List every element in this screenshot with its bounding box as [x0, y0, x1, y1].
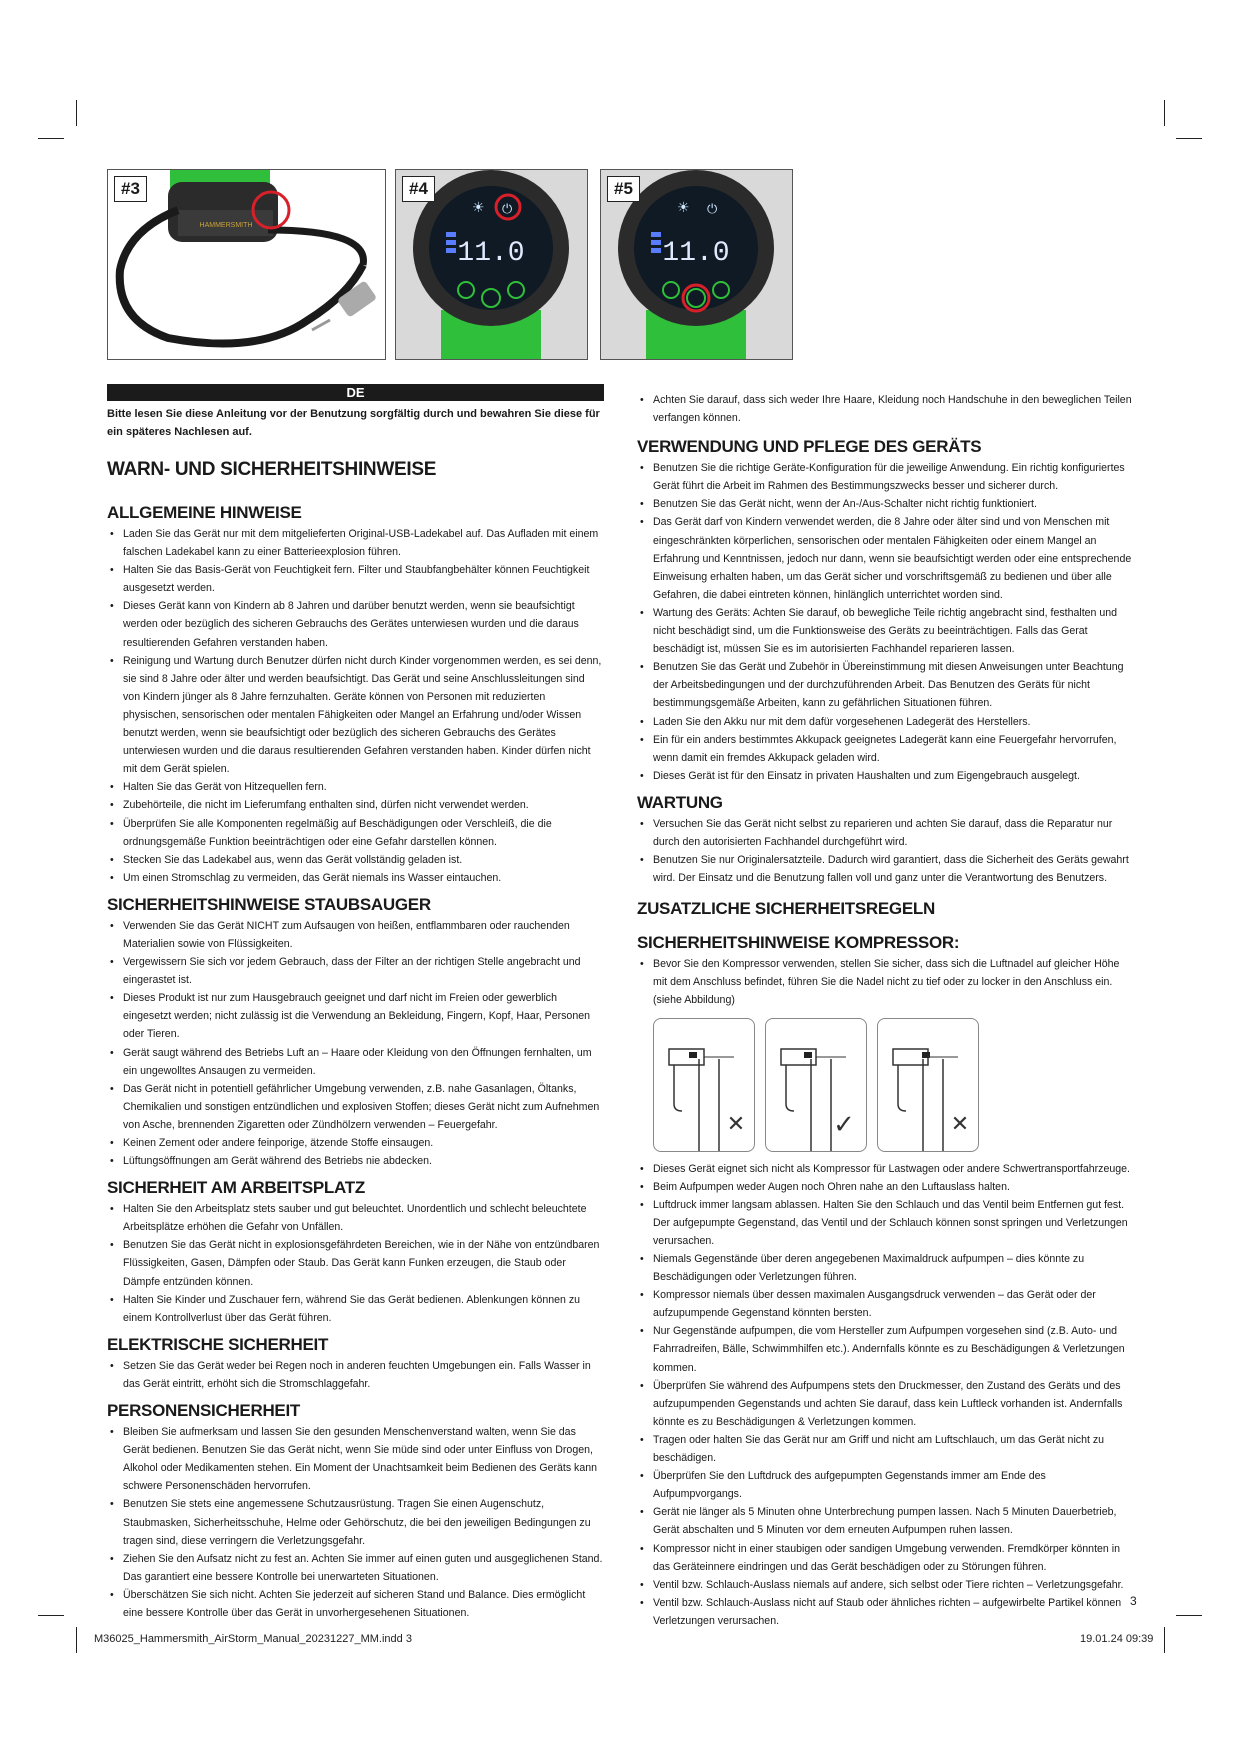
section-title: ALLGEMEINE HINWEISE: [107, 503, 302, 522]
sun-icon: ☀: [472, 199, 485, 215]
list-item: • Kompressor niemals über dessen maximalen Ausgangsdruck verwenden – das Gerät oder der aufzupumpende Gegenstand könnten bersten.: [653, 1286, 1134, 1322]
section-list: [107, 1200, 604, 1327]
list-item: • Laden Sie das Gerät nur mit dem mitgelieferten Original-USB-Ladekabel auf. Das Aufladen mit einem falschen Ladekabel kann zu einer Batterieexplosion führen.: [123, 525, 604, 561]
list-item: • Halten Sie den Arbeitsplatz stets sauber und gut beleuchtet. Unordentlich und schlecht beleuchtete Arbeitsplätze erhöhen die Gefahr von Unfällen.: [123, 1200, 604, 1236]
list-item: • Bleiben Sie aufmerksam und lassen Sie den gesunden Menschenverstand walten, wenn Sie das Gerät bedienen. Benutzen Sie das Gerät nicht, wenn Sie müde sind oder unter Einfluss von Drogen, Alkohol oder Medikamenten stehen. Ein Moment der Unachtsamkeit beim Bedienen des Geräts kann schwere Personenschäden hervorrufen.: [123, 1423, 604, 1495]
cross-mark: ✕: [950, 1110, 970, 1136]
list-item: • Halten Sie das Gerät von Hitzequellen fern.: [123, 778, 604, 796]
figure-label: #5: [607, 176, 640, 202]
footer-file: M36025_Hammersmith_AirStorm_Manual_20231227_MM.indd 3: [94, 1633, 412, 1645]
list-item: • Ventil bzw. Schlauch-Auslass nicht auf Staub oder ähnliches richten – aufgewirbelte Partikel können Verletzungen verursachen.: [653, 1594, 1134, 1630]
figure-label: #3: [114, 176, 147, 202]
valve-figures: [653, 1018, 1134, 1152]
crop-mark: [76, 100, 77, 126]
list-item: • Setzen Sie das Gerät weder bei Regen noch in anderen feuchten Umgebungen ein. Falls Wasser in das Gerät eintritt, erhöht sich die Stromschlaggefahr.: [123, 1357, 604, 1393]
section-list: [637, 815, 1134, 887]
intro-text: Bitte lesen Sie diese Anleitung vor der Benutzung sorgfältig durch und bewahren Sie diese für ein späteres Nachlesen auf.: [107, 408, 600, 438]
extra-title: ZUSATZLICHE SICHERHEITSREGELN: [637, 899, 935, 919]
list-item: • Gerät nie länger als 5 Minuten ohne Unterbrechung pumpen lassen. Nach 5 Minuten Dauerbetrieb, Gerät abschalten und 5 Minuten vor dem erneuten Aufpumpen ruhen lassen.: [653, 1503, 1134, 1539]
list-item: • Benutzen Sie das Gerät nicht, wenn der An-/Aus-Schalter nicht richtig funktioniert.: [653, 495, 1134, 513]
crop-mark: [76, 1627, 77, 1653]
list-item: • Achten Sie darauf, dass sich weder Ihre Haare, Kleidung noch Handschuhe in den beweglichen Teilen verfangen können.: [653, 391, 1134, 427]
right-sections: [637, 437, 1134, 887]
compressor-intro-list: [637, 955, 1134, 1009]
sun-icon: ☀: [677, 199, 690, 215]
svg-text:HAMMERSMITH: HAMMERSMITH: [199, 222, 253, 229]
figure-label: #4: [402, 176, 435, 202]
list-item: • Überprüfen Sie während des Aufpumpens stets den Druckmesser, den Zustand des Geräts und des aufzupumpenden Gegenstands und achten Sie darauf, dass kein Luftleck vorhanden ist. Andernfalls könnte es zu Beschädigungen & Verletzungen kommen.: [653, 1377, 1134, 1431]
list-item: • Reinigung und Wartung durch Benutzer dürfen nicht durch Kinder vorgenommen werden, es sei denn, sie sind 8 Jahre oder älter und werden beaufsichtigt. Das Gerät und seine Anschlussleitungen sind von Kindern jünger als 8 Jahre fernzuhalten. Geräte können von Personen mit reduzierten physischen, sensorischen oder mentalen Fähigkeiten oder Mangel an Erfahrung und/oder Wissen benutzt werden, wenn sie beaufsichtigt oder bezüglich des sicheren Gebrauchs des Gerätes unterwiesen wurden und die daraus resultierenden Gefahren verstanden haben. Kinder dürfen nicht mit dem Gerät spielen.: [123, 652, 604, 779]
display-readout: 11.0: [457, 238, 525, 269]
compressor-title: SICHERHEITSHINWEISE KOMPRESSOR:: [637, 933, 960, 953]
list-item: • Ein für ein anders bestimmtes Akkupack geeignetes Ladegerät kann eine Feuergefahr hervorrufen, wenn damit ein fremdes Akkupack geladen wird.: [653, 731, 1134, 767]
list-item: • Um einen Stromschlag zu vermeiden, das Gerät niemals ins Wasser eintauchen.: [123, 869, 604, 887]
list-item: • Bevor Sie den Kompressor verwenden, stellen Sie sicher, dass sich die Luftnadel auf gleicher Höhe mit dem Anschluss befindet, führen Sie die Nadel nicht zu tief oder zu locker in den Anschluss ein. (siehe Abbildung): [653, 955, 1134, 1009]
list-item: • Dieses Gerät kann von Kindern ab 8 Jahren und darüber benutzt werden, wenn sie beaufsichtigt werden oder bezüglich des sicheren Gebrauchs des Gerätes unterwiesen wurden und die daraus resultierenden Gefahren verstanden haben.: [123, 597, 604, 651]
power-icon: ⏻: [707, 201, 718, 216]
display-readout: 11.0: [662, 238, 730, 269]
list-item: • Gerät saugt während des Betriebs Luft an – Haare oder Kleidung von den Öffnungen fernhalten, um ein ungewolltes Ansaugen zu vermeiden.: [123, 1044, 604, 1080]
list-item: • Halten Sie Kinder und Zuschauer fern, während Sie das Gerät bedienen. Ablenkungen können zu einem Kontrollverlust über das Gerät führen.: [123, 1291, 604, 1327]
list-item: • Laden Sie den Akku nur mit dem dafür vorgesehenen Ladegerät des Herstellers.: [653, 713, 1134, 731]
list-item: • Ventil bzw. Schlauch-Auslass niemals auf andere, sich selbst oder Tiere richten – Verletzungsgefahr.: [653, 1576, 1134, 1594]
check-mark: ✓: [833, 1108, 855, 1139]
list-item: • Lüftungsöffnungen am Gerät während des Betriebs nie abdecken.: [123, 1152, 604, 1170]
list-item: • Überprüfen Sie alle Komponenten regelmäßig auf Beschädigungen oder Verschleiß, die die ordnungsgemäße Funktion beeinträchtigen oder eine Gefahr darstellen können.: [123, 815, 604, 851]
section-list: [107, 1423, 604, 1622]
section-title: PERSONENSICHERHEIT: [107, 1401, 300, 1421]
left-column: [107, 384, 604, 1622]
list-item: • Dieses Gerät eignet sich nicht als Kompressor für Lastwagen oder andere Schwertransportfahrzeuge.: [653, 1160, 1134, 1178]
list-item: • Das Gerät darf von Kindern verwendet werden, die 8 Jahre oder älter sind und von Menschen mit eingeschränkten körperlichen, sensorischen oder mentalen Fähigkeiten oder einem Mangel an Erfahrung und Kenntnissen, jedoch nur dann, wenn sie beaufsichtigt werden oder eine entsprechende Einweisung erhalten haben, um das Gerät sicher und vorschriftsgemäß zu bedienen und über alle Gefahren, die dabei eintreten können, hinlänglich unterrichtet worden sind.: [653, 513, 1134, 603]
crop-mark: [38, 138, 64, 139]
list-item: • Dieses Produkt ist nur zum Hausgebrauch geeignet und darf nicht im Freien oder gewerblich eingesetzt werden; nicht zulässig ist die Verwendung an Bekleidung, Fingern, Kopf, Haar, Personen oder Tieren.: [123, 989, 604, 1043]
list-item: • Wartung des Geräts: Achten Sie darauf, ob bewegliche Teile richtig angebracht sind, festhalten und nicht beschädigt sind, um die Funktionsweise des Geräts zu beeinträchtigen. Falls das Gerat beschädigt ist, müssen Sie es im autorisierten Fachhandel reparieren lassen.: [653, 604, 1134, 658]
figure-5: [600, 169, 793, 360]
crop-mark: [1176, 138, 1202, 139]
crop-mark: [1176, 1615, 1202, 1616]
section-title: SICHERHEIT AM ARBEITSPLATZ: [107, 1178, 365, 1198]
list-item: • Überschätzen Sie sich nicht. Achten Sie jederzeit auf sicheren Stand und Balance. Dies ermöglicht eine bessere Kontrolle über das Gerät in unvorhergesehenen Situationen.: [123, 1586, 604, 1622]
language-bar: DE: [107, 384, 604, 401]
figure-4: [395, 169, 588, 360]
list-item: • Niemals Gegenstände über deren angegebenen Maximaldruck aufpumpen – dies könnte zu Beschädigungen oder Verletzungen führen.: [653, 1250, 1134, 1286]
top-list: [637, 391, 1134, 427]
list-item: • Kompressor nicht in einer staubigen oder sandigen Umgebung verwenden. Fremdkörper könnten in das Geräteinnere eindringen und das Gerät beschädigen oder zu Störungen führen.: [653, 1540, 1134, 1576]
list-item: • Versuchen Sie das Gerät nicht selbst zu reparieren und achten Sie darauf, dass die Reparatur nur durch den autorisierten Fachhandel durchgeführt wird.: [653, 815, 1134, 851]
valve-figure: [877, 1018, 979, 1152]
list-item: • Luftdruck immer langsam ablassen. Halten Sie den Schlauch und das Ventil beim Entfernen gut fest. Der aufgepumpte Gegenstand, das Ventil und der Schlauch können sonst springen und Verletzungen verursachen.: [653, 1196, 1134, 1250]
right-column: [637, 391, 1134, 1630]
list-item: • Nur Gegenstände aufpumpen, die vom Hersteller zum Aufpumpen vorgesehen sind (z.B. Auto- und Fahrradreifen, Bälle, Schwimmhilfen etc.). Andernfalls könnte es zu Beschädigungen & Verletzungen kommen.: [653, 1322, 1134, 1376]
section-list: [637, 459, 1134, 785]
list-item: • Vergewissern Sie sich vor jedem Gebrauch, dass der Filter an der richtigen Stelle angebracht und eingerastet ist.: [123, 953, 604, 989]
section-list: [107, 1357, 604, 1393]
valve-figure: [653, 1018, 755, 1152]
list-item: • Stecken Sie das Ladekabel aus, wenn das Gerät vollständig geladen ist.: [123, 851, 604, 869]
list-item: • Das Gerät nicht in potentiell gefährlicher Umgebung verwenden, z.B. nahe Gasanlagen, Öltanks, Chemikalien und sonstigen entzündlichen und explosiven Stoffen; dieses Gerät nicht zum Aufnehmen von Asche, brennenden Zigaretten oder Zündhölzern verwenden – Feuergefahr.: [123, 1080, 604, 1134]
crop-mark: [38, 1615, 64, 1616]
power-icon: ⏻: [502, 201, 513, 216]
section-list: [107, 525, 604, 887]
section-list: [107, 917, 604, 1170]
list-item: • Überprüfen Sie den Luftdruck des aufgepumpten Gegenstands immer am Ende des Aufpumpvorgangs.: [653, 1467, 1134, 1503]
list-item: • Tragen oder halten Sie das Gerät nur am Griff und nicht am Luftschlauch, um das Gerät nicht zu beschädigen.: [653, 1431, 1134, 1467]
list-item: • Dieses Gerät ist für den Einsatz in privaten Haushalten und zum Eigengebrauch ausgelegt.: [653, 767, 1134, 785]
list-item: • Benutzen Sie die richtige Geräte-Konfiguration für die jeweilige Anwendung. Ein richtig konfiguriertes Gerät führt die Arbeit im Rahmen des Bestimmungszwecks besser und sicherer durch.: [653, 459, 1134, 495]
section-title: WARTUNG: [637, 792, 723, 812]
list-item: • Beim Aufpumpen weder Augen noch Ohren nahe an den Luftauslass halten.: [653, 1178, 1134, 1196]
cross-mark: ✕: [726, 1110, 746, 1136]
list-item: • Keinen Zement oder andere feinporige, ätzende Stoffe einsaugen.: [123, 1134, 604, 1152]
list-item: • Benutzen Sie stets eine angemessene Schutzausrüstung. Tragen Sie einen Augenschutz, Staubmasken, Sicherheitsschuhe, Helme oder Gehörschutz, die bei den jeweiligen Bedingungen zu tragen sind, diese verringern die Verletzungsgefahr.: [123, 1495, 604, 1549]
list-item: • Halten Sie das Basis-Gerät von Feuchtigkeit fern. Filter und Staubfangbehälter können Feuchtigkeit ausgesetzt werden.: [123, 561, 604, 597]
footer-date: 19.01.24 09:39: [1080, 1633, 1154, 1645]
list-item: • Verwenden Sie das Gerät NICHT zum Aufsaugen von heißen, entflammbaren oder rauchenden Materialien sowie von Flüssigkeiten.: [123, 917, 604, 953]
section-title: VERWENDUNG UND PFLEGE DES GERÄTS: [637, 437, 982, 457]
section-title: ELEKTRISCHE SICHERHEIT: [107, 1334, 329, 1354]
compressor-list: [637, 1160, 1134, 1630]
main-title: WARN- UND SICHERHEITSHINWEISE: [107, 459, 437, 480]
crop-mark: [1164, 100, 1165, 126]
page-number: 3: [1130, 1594, 1137, 1608]
list-item: • Ziehen Sie den Aufsatz nicht zu fest an. Achten Sie immer auf einen guten und ausgeglichenen Stand. Das garantiert eine bessere Kontrolle bei unerwarteten Situationen.: [123, 1550, 604, 1586]
list-item: • Benutzen Sie nur Originalersatzteile. Dadurch wird garantiert, dass die Sicherheit des Geräts gewahrt wird. Der Einsatz und die Benutzung fallen voll und ganz unter die Verantwortung des Benutzers.: [653, 851, 1134, 887]
valve-figure: [765, 1018, 867, 1152]
section-title: SICHERHEITSHINWEISE STAUBSAUGER: [107, 894, 431, 914]
list-item: • Benutzen Sie das Gerät und Zubehör in Übereinstimmung mit diesen Anweisungen unter Beachtung der Arbeitsbedingungen und der durchzuführenden Arbeit. Das Benutzen des Geräts für nicht bestimmungsgemäße Arbeiten, kann zu gefährlichen Situationen führen.: [653, 658, 1134, 712]
list-item: • Benutzen Sie das Gerät nicht in explosionsgefährdeten Bereichen, wie in der Nähe von entzündbaren Flüssigkeiten, Gasen, Dämpfen oder Staub. Das Gerät kann Funken erzeugen, die Staub oder Dämpfe entzünden können.: [123, 1236, 604, 1290]
crop-mark: [1164, 1627, 1165, 1653]
list-item: • Zubehörteile, die nicht im Lieferumfang enthalten sind, dürfen nicht verwendet werden.: [123, 796, 604, 814]
figure-3: [107, 169, 386, 360]
pump-hose-illustration: [108, 170, 385, 359]
left-sections: [107, 503, 604, 1622]
